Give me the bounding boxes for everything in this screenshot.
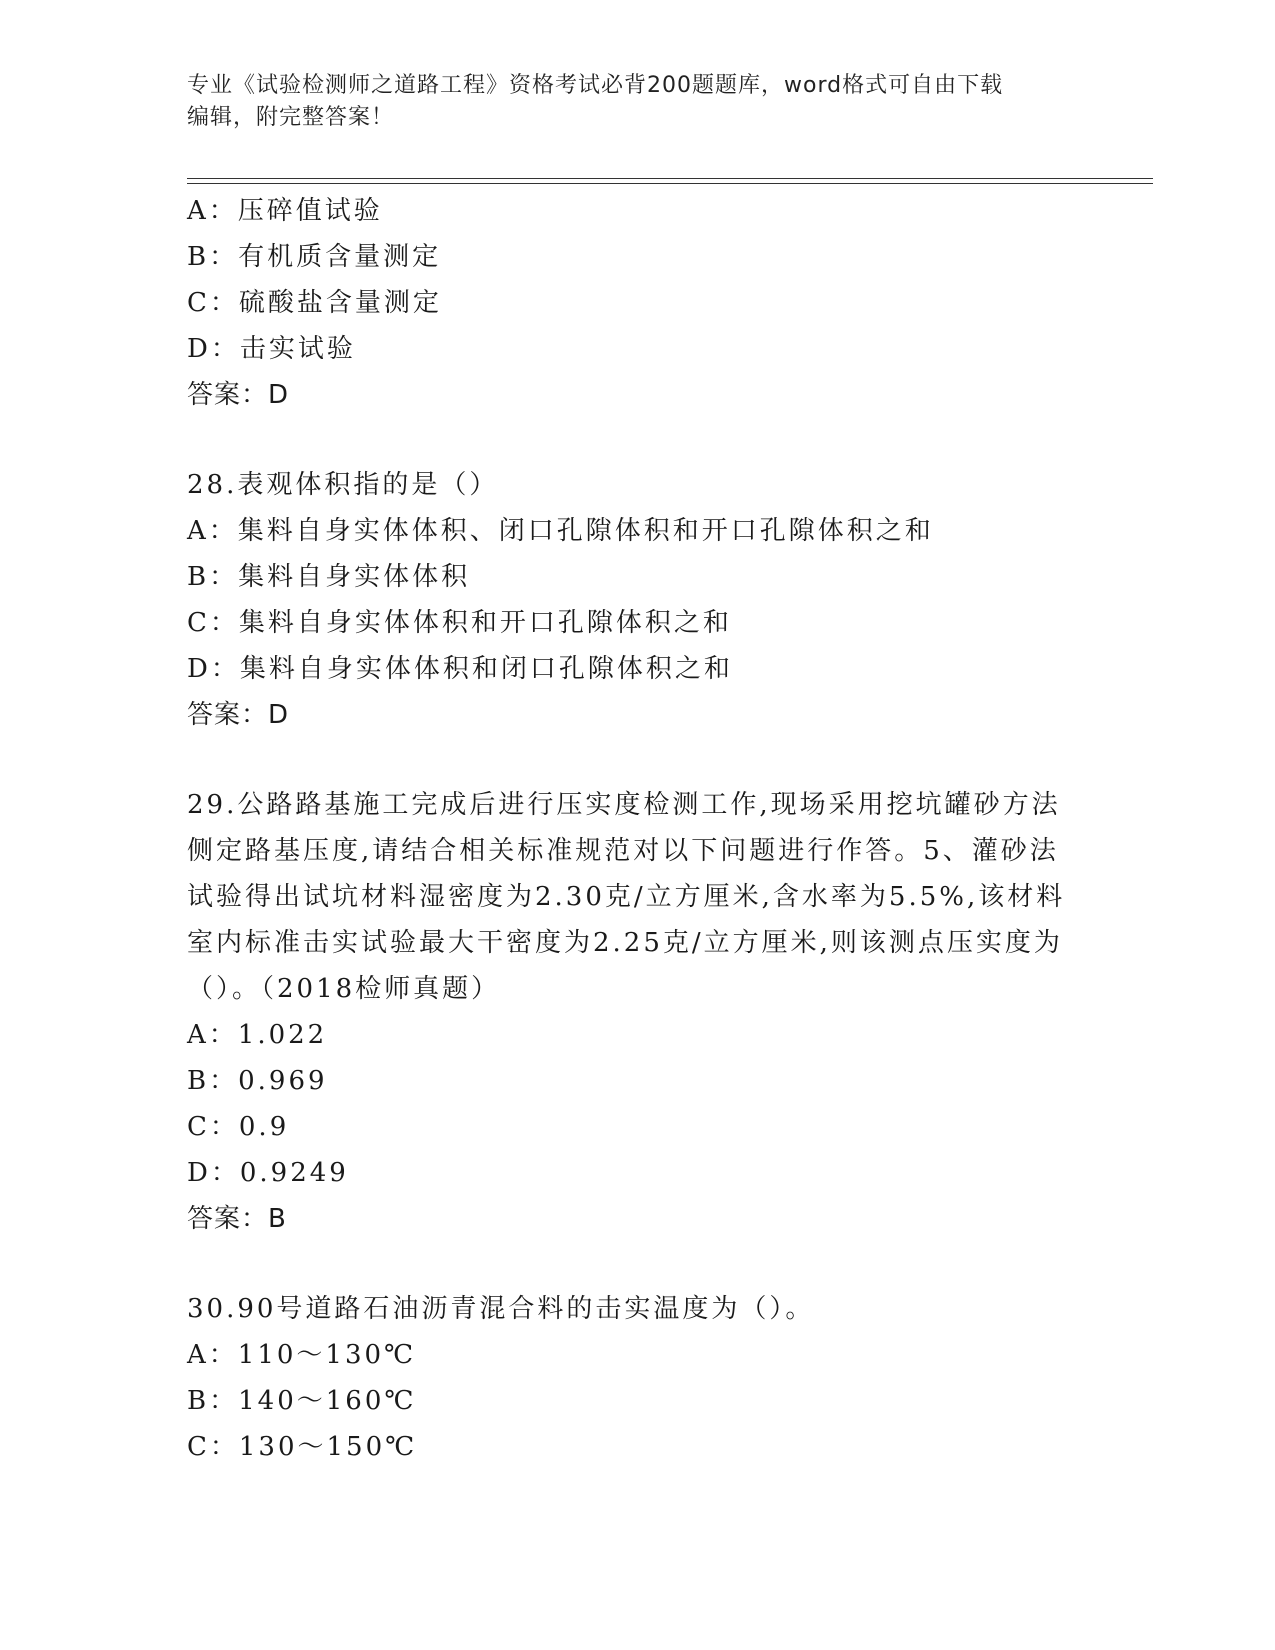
option-c: C：集料自身实体体积和开口孔隙体积之和 bbox=[187, 608, 732, 638]
option-b: B：集料自身实体体积 bbox=[187, 562, 471, 592]
question-list bbox=[187, 188, 1087, 1470]
question-27 bbox=[187, 188, 1087, 418]
answer: 答案：D bbox=[187, 380, 290, 410]
header-title-line-2: 编辑，附完整答案！ bbox=[187, 105, 395, 130]
question-28 bbox=[187, 462, 1087, 738]
option-a: A：110～130℃ bbox=[187, 1340, 417, 1370]
header-title-line-1: 专业《试验检测师之道路工程》资格考试必背200题题库，word格式可自由下载 bbox=[187, 73, 1004, 98]
answer: 答案：D bbox=[187, 700, 290, 730]
option-a: A：集料自身实体体积、闭口孔隙体积和开口孔隙体积之和 bbox=[187, 516, 934, 546]
option-b: B：0.969 bbox=[187, 1066, 328, 1096]
option-b: B：有机质含量测定 bbox=[187, 242, 442, 272]
document-header bbox=[187, 70, 1067, 134]
option-a: A：1.022 bbox=[187, 1020, 328, 1050]
question-30 bbox=[187, 1286, 1087, 1470]
option-a: A：压碎值试验 bbox=[187, 196, 383, 226]
question-29 bbox=[187, 782, 1087, 1242]
question-stem-line: （）。（2018检师真题） bbox=[187, 974, 501, 1004]
option-d: D：集料自身实体体积和闭口孔隙体积之和 bbox=[187, 654, 733, 684]
question-stem: 28.表观体积指的是（） bbox=[187, 470, 499, 500]
header-rule-bottom bbox=[187, 183, 1153, 184]
option-c: C：0.9 bbox=[187, 1112, 290, 1142]
question-stem-line: 侧定路基压度,请结合相关标准规范对以下问题进行作答。5、灌砂法 bbox=[187, 836, 1059, 866]
question-stem: 30.90号道路石油沥青混合料的击实温度为（）。 bbox=[187, 1294, 815, 1324]
option-c: C：硫酸盐含量测定 bbox=[187, 288, 442, 318]
option-d: D：0.9249 bbox=[187, 1158, 349, 1188]
option-b: B：140～160℃ bbox=[187, 1386, 417, 1416]
question-stem-line: 29.公路路基施工完成后进行压实度检测工作,现场采用挖坑罐砂方法 bbox=[187, 790, 1061, 820]
question-stem-line: 室内标准击实试验最大干密度为2.25克/立方厘米,则该测点压实度为 bbox=[187, 928, 1063, 958]
header-rule-top bbox=[187, 178, 1153, 179]
question-stem-line: 试验得出试坑材料湿密度为2.30克/立方厘米,含水率为5.5%,该材料 bbox=[187, 882, 1066, 912]
answer: 答案：B bbox=[187, 1204, 287, 1234]
option-d: D：击实试验 bbox=[187, 334, 356, 364]
option-c: C：130～150℃ bbox=[187, 1432, 418, 1462]
